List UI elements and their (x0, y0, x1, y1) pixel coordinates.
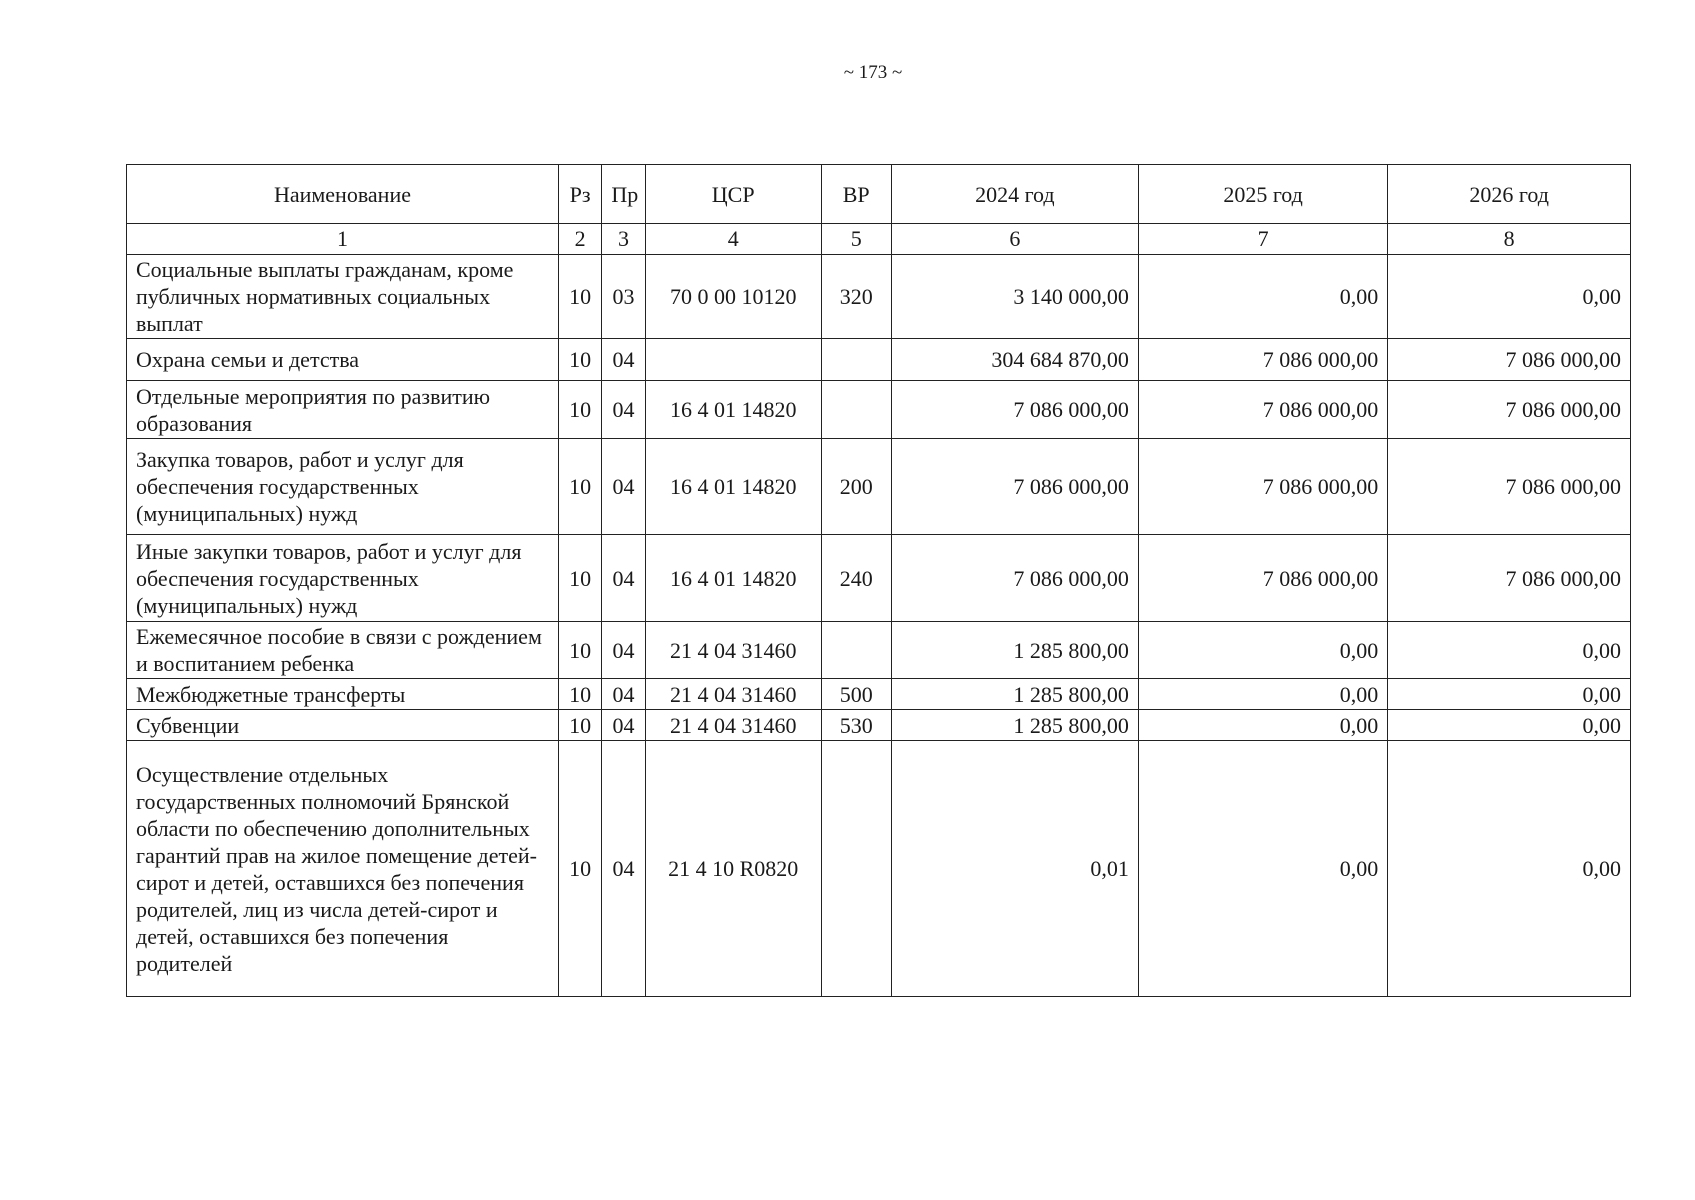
table-row (127, 679, 1631, 710)
row-rz: 10 (558, 381, 601, 439)
header-name: Наименование (127, 165, 559, 224)
row-rz: 10 (558, 741, 601, 997)
row-2026: 0,00 (1388, 622, 1631, 679)
row-vr: 500 (821, 679, 891, 710)
row-pr: 04 (602, 679, 645, 710)
row-2024: 0,01 (891, 741, 1138, 997)
header-csr: ЦСР (645, 165, 821, 224)
row-2026: 7 086 000,00 (1388, 381, 1631, 439)
row-rz: 10 (558, 439, 601, 535)
row-name: Социальные выплаты гражданам, кроме публичных нормативных социальных выплат (127, 255, 559, 339)
row-2024: 3 140 000,00 (891, 255, 1138, 339)
table-header-row (127, 165, 1631, 224)
row-csr: 21 4 04 31460 (645, 679, 821, 710)
row-2024: 1 285 800,00 (891, 679, 1138, 710)
row-name: Межбюджетные трансферты (127, 679, 559, 710)
column-number: 5 (821, 224, 891, 255)
header-2025: 2025 год (1138, 165, 1387, 224)
column-number-row (127, 224, 1631, 255)
header-2026: 2026 год (1388, 165, 1631, 224)
row-2026: 0,00 (1388, 255, 1631, 339)
column-number: 2 (558, 224, 601, 255)
table-row (127, 439, 1631, 535)
table-row (127, 622, 1631, 679)
row-2026: 0,00 (1388, 679, 1631, 710)
row-csr: 70 0 00 10120 (645, 255, 821, 339)
row-rz: 10 (558, 535, 601, 622)
row-2025: 0,00 (1138, 255, 1387, 339)
row-csr: 21 4 04 31460 (645, 622, 821, 679)
table-row (127, 339, 1631, 381)
header-2024: 2024 год (891, 165, 1138, 224)
row-2025: 7 086 000,00 (1138, 535, 1387, 622)
row-pr: 04 (602, 535, 645, 622)
row-2024: 1 285 800,00 (891, 622, 1138, 679)
row-2025: 0,00 (1138, 622, 1387, 679)
table-row (127, 535, 1631, 622)
row-csr (645, 339, 821, 381)
row-csr: 16 4 01 14820 (645, 439, 821, 535)
header-vr: ВР (821, 165, 891, 224)
row-2026: 0,00 (1388, 741, 1631, 997)
row-vr (821, 622, 891, 679)
row-2025: 7 086 000,00 (1138, 339, 1387, 381)
row-csr: 21 4 04 31460 (645, 710, 821, 741)
column-number: 4 (645, 224, 821, 255)
row-name: Осуществление отдельных государственных полномочий Брянской области по обеспечению дополнительных гарантий прав на жилое помещение детей-сирот и детей, оставшихся без попечения родителей, лиц из числа детей-сирот и детей, оставшихся без попечения родителей (127, 741, 559, 997)
header-rz: Рз (558, 165, 601, 224)
column-number: 8 (1388, 224, 1631, 255)
row-rz: 10 (558, 255, 601, 339)
row-pr: 03 (602, 255, 645, 339)
row-vr (821, 741, 891, 997)
table-row (127, 741, 1631, 997)
budget-table (126, 164, 1631, 997)
row-pr: 04 (602, 381, 645, 439)
row-vr (821, 381, 891, 439)
row-vr: 240 (821, 535, 891, 622)
row-name: Иные закупки товаров, работ и услуг для обеспечения государственных (муниципальных) нужд (127, 535, 559, 622)
row-rz: 10 (558, 622, 601, 679)
page-number: ~ 173 ~ (843, 62, 903, 83)
column-number: 3 (602, 224, 645, 255)
row-pr: 04 (602, 339, 645, 381)
row-2026: 0,00 (1388, 710, 1631, 741)
row-name: Субвенции (127, 710, 559, 741)
row-rz: 10 (558, 710, 601, 741)
column-number: 6 (891, 224, 1138, 255)
row-2025: 7 086 000,00 (1138, 381, 1387, 439)
row-2025: 0,00 (1138, 741, 1387, 997)
row-csr: 16 4 01 14820 (645, 535, 821, 622)
row-name: Закупка товаров, работ и услуг для обеспечения государственных (муниципальных) нужд (127, 439, 559, 535)
row-csr: 16 4 01 14820 (645, 381, 821, 439)
row-name: Охрана семьи и детства (127, 339, 559, 381)
row-2026: 7 086 000,00 (1388, 535, 1631, 622)
row-vr: 200 (821, 439, 891, 535)
row-2024: 7 086 000,00 (891, 381, 1138, 439)
row-rz: 10 (558, 339, 601, 381)
row-2024: 304 684 870,00 (891, 339, 1138, 381)
table-row (127, 255, 1631, 339)
row-pr: 04 (602, 439, 645, 535)
row-vr (821, 339, 891, 381)
row-2024: 7 086 000,00 (891, 439, 1138, 535)
table-row (127, 381, 1631, 439)
row-2025: 0,00 (1138, 710, 1387, 741)
table-row (127, 710, 1631, 741)
row-2025: 7 086 000,00 (1138, 439, 1387, 535)
row-2026: 7 086 000,00 (1388, 339, 1631, 381)
row-2026: 7 086 000,00 (1388, 439, 1631, 535)
row-name: Ежемесячное пособие в связи с рождением и воспитанием ребенка (127, 622, 559, 679)
row-rz: 10 (558, 679, 601, 710)
row-pr: 04 (602, 710, 645, 741)
column-number: 1 (127, 224, 559, 255)
column-number: 7 (1138, 224, 1387, 255)
row-vr: 530 (821, 710, 891, 741)
row-pr: 04 (602, 622, 645, 679)
row-vr: 320 (821, 255, 891, 339)
row-pr: 04 (602, 741, 645, 997)
row-2024: 1 285 800,00 (891, 710, 1138, 741)
row-2025: 0,00 (1138, 679, 1387, 710)
row-2024: 7 086 000,00 (891, 535, 1138, 622)
row-csr: 21 4 10 R0820 (645, 741, 821, 997)
row-name: Отдельные мероприятия по развитию образования (127, 381, 559, 439)
header-pr: Пр (602, 165, 645, 224)
